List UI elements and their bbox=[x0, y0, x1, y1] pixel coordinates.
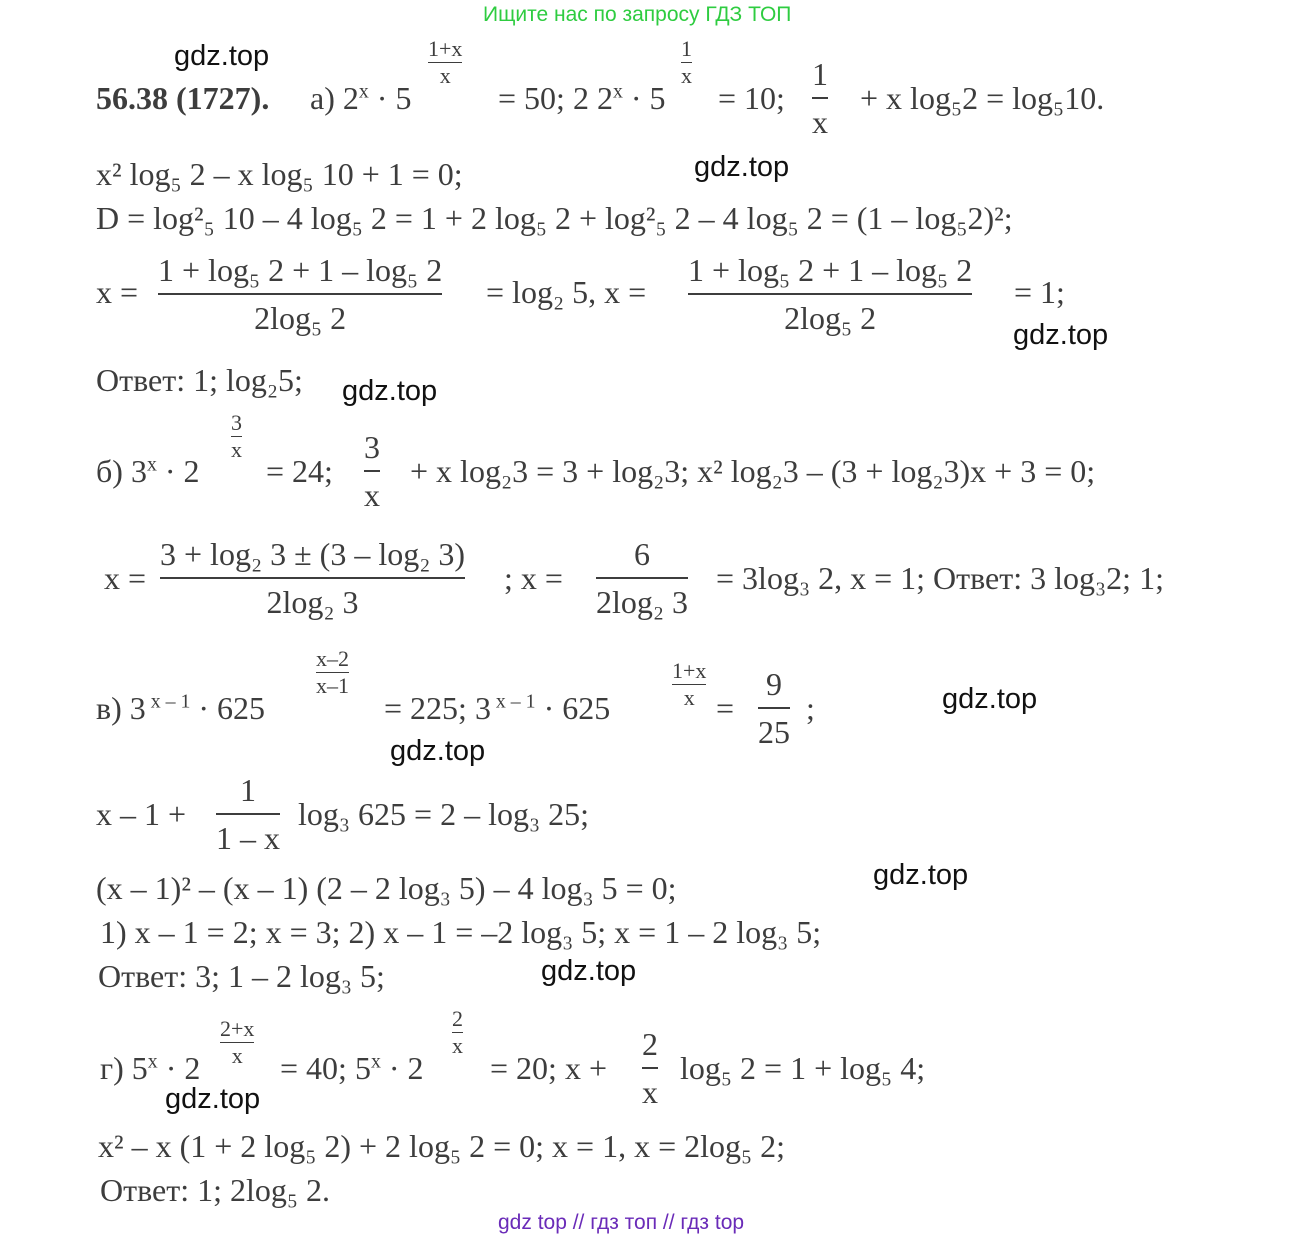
equation-line: = 1; bbox=[1014, 274, 1065, 310]
equation-line: (x – 1)² – (x – 1) (2 – 2 log₃ 5) – 4 log₃ 5 = 0; bbox=[96, 870, 677, 906]
fraction: 1 1 – x bbox=[216, 772, 280, 856]
answer: Ответ: 1; 2log₅ 2. bbox=[100, 1172, 331, 1208]
equation-line: = log₂ 5, x = bbox=[486, 274, 647, 310]
equation-line: б) $3^x \cdot 2$ bbox=[96, 453, 200, 489]
watermark: gdz.top bbox=[942, 683, 1038, 715]
watermark: gdz.top bbox=[541, 955, 637, 987]
fraction: 2 x bbox=[642, 1026, 658, 1110]
equation-line: = 50; 2 $2^x \cdot 5$ bbox=[498, 80, 666, 116]
watermark: gdz.top bbox=[694, 151, 790, 183]
answer: Ответ: 1; log₂5; bbox=[96, 362, 303, 398]
equation-line: = 225; 3 $^{x - 1}$ · 625 bbox=[384, 690, 611, 726]
answer: Ответ: 3; 1 – 2 log₃ 5; bbox=[98, 958, 385, 994]
equation-line: = 24; bbox=[266, 453, 333, 489]
equation-line: г) $5^x \cdot 2$ bbox=[100, 1050, 201, 1086]
watermark: gdz.top bbox=[174, 40, 270, 72]
exponent-fraction: 1 x bbox=[681, 36, 692, 88]
watermark: gdz.top bbox=[1013, 319, 1109, 351]
equation-line: x² log₅ 2 – x log₅ 10 + 1 = 0; bbox=[96, 156, 463, 192]
exponent-fraction: 1+x x bbox=[428, 36, 463, 88]
equation-line: = 10; bbox=[718, 80, 785, 116]
watermark: gdz.top bbox=[342, 375, 438, 407]
fraction: 1 + log₅ 2 + 1 – log₅ 2 2log₅ 2 bbox=[158, 252, 443, 336]
equation-line: = 40; $5^x \cdot 2$ bbox=[280, 1050, 424, 1086]
equation-line: D = log²₅ 10 – 4 log₅ 2 = 1 + 2 log₅ 2 + log²₅ 2 – 4 log₅ 2 = (1 – log₅2)²; bbox=[96, 200, 1013, 236]
bottom-banner: gdz top // гдз топ // гдз top bbox=[498, 1211, 745, 1234]
equation-line: = bbox=[716, 690, 735, 726]
fraction: 1 x bbox=[812, 56, 828, 140]
equation-line: ; x = bbox=[504, 560, 563, 596]
watermark: gdz.top bbox=[390, 735, 486, 767]
fraction: 3 + log₂ 3 ± (3 – log₂ 3) 2log₂ 3 bbox=[160, 536, 466, 620]
watermark: gdz.top bbox=[873, 859, 969, 891]
equation-line: x² – x (1 + 2 log₅ 2) + 2 log₅ 2 = 0; x = 1, x = 2log₅ 2; bbox=[98, 1128, 786, 1164]
equation-line: ; bbox=[806, 690, 815, 726]
watermark: gdz.top bbox=[165, 1083, 261, 1115]
exponent-fraction: 2 x bbox=[452, 1006, 463, 1058]
fraction: 3 x bbox=[364, 429, 380, 513]
fraction: 6 2log₂ 3 bbox=[596, 536, 689, 620]
exponent-fraction: 3 x bbox=[231, 410, 242, 462]
equation-line: log₃ 625 = 2 – log₃ 25; bbox=[298, 796, 590, 832]
equation-line: x = bbox=[96, 274, 139, 310]
equation-line: + x log₅2 = log₅10. bbox=[860, 80, 1105, 116]
top-banner: Ищите нас по запросу ГДЗ ТОП bbox=[483, 3, 792, 26]
equation-line: = 3log₃ 2, x = 1; Ответ: 3 log₃2; 1; bbox=[716, 560, 1164, 596]
exponent-fraction: 2+x x bbox=[220, 1016, 255, 1068]
equation-line: а) $2^x \cdot 5$ bbox=[310, 80, 412, 116]
equation-line: в) 3 $^{x - 1}$ · 625 bbox=[96, 690, 266, 726]
fraction: 9 25 bbox=[758, 666, 790, 750]
equation-line: + x log₂3 = 3 + log₂3; x² log₂3 – (3 + log₂3)x + 3 = 0; bbox=[410, 453, 1096, 489]
equation-line: x = bbox=[104, 560, 147, 596]
fraction: 1 + log₅ 2 + 1 – log₅ 2 2log₅ 2 bbox=[688, 252, 973, 336]
exponent-fraction: x–2 x–1 bbox=[316, 646, 349, 698]
equation-line: = 20; x + bbox=[490, 1050, 607, 1086]
equation-line: log₅ 2 = 1 + log₅ 4; bbox=[680, 1050, 926, 1086]
equation-line: x – 1 + bbox=[96, 796, 187, 832]
equation-line: 1) x – 1 = 2; x = 3; 2) x – 1 = –2 log₃ 5; x = 1 – 2 log₃ 5; bbox=[100, 914, 822, 950]
exponent-fraction: 1+x x bbox=[672, 658, 707, 710]
problem-number: 56.38 (1727). bbox=[96, 80, 270, 116]
